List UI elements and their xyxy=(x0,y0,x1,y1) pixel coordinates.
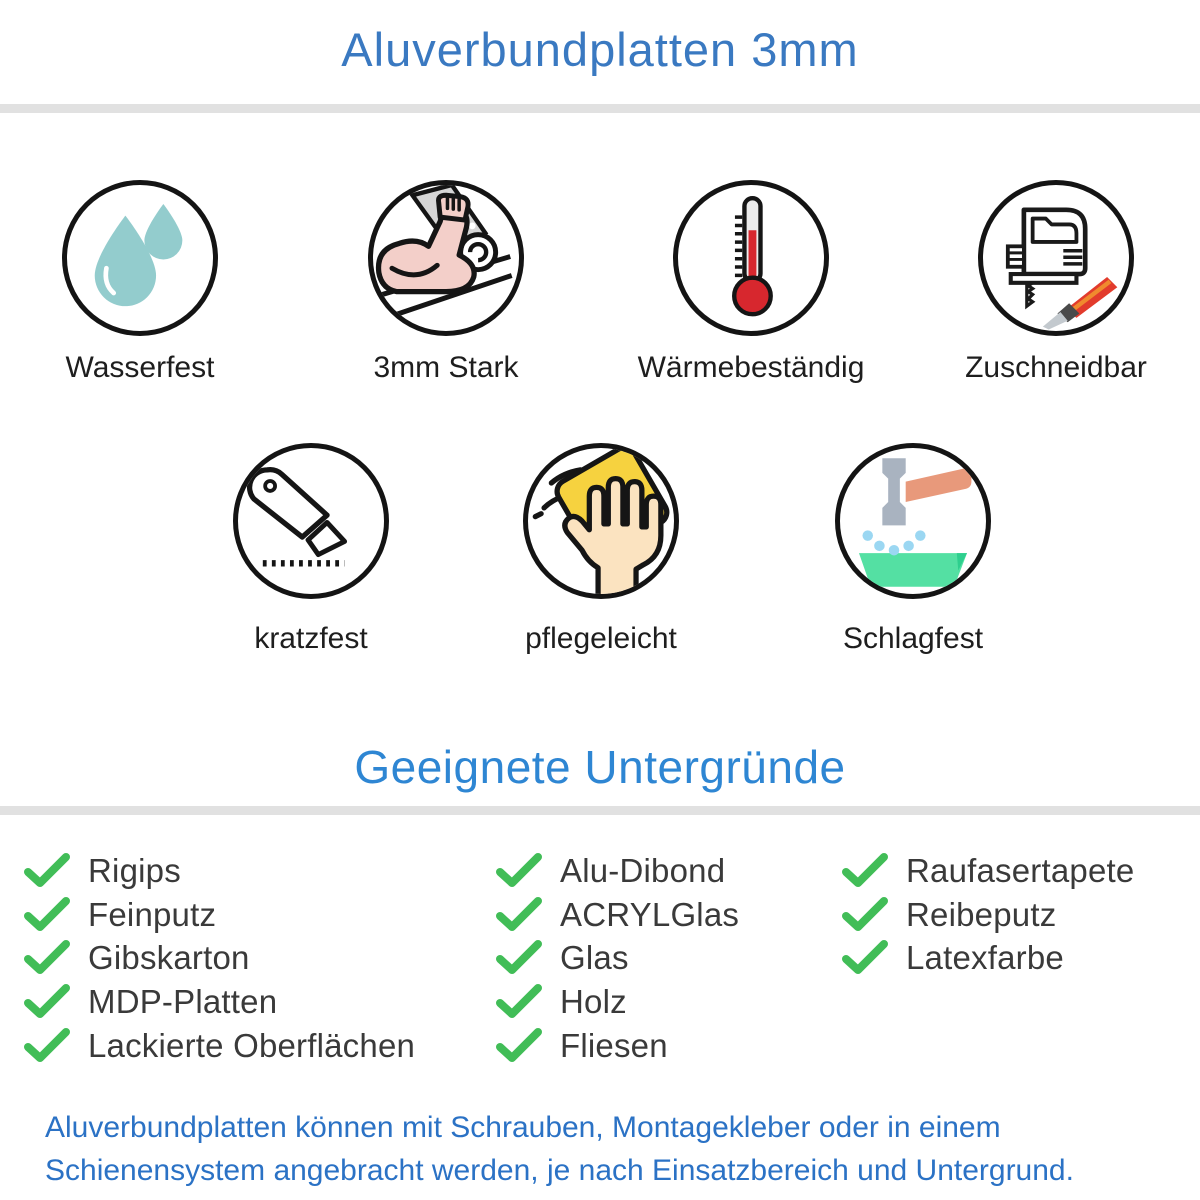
substrate-item xyxy=(842,849,1134,893)
check-icon xyxy=(24,1028,70,1064)
feature-kratzfest xyxy=(151,443,471,656)
substrate-label: Gibskarton xyxy=(88,939,250,977)
feature-label: Wasserfest xyxy=(65,351,215,384)
substrate-label: Alu-Dibond xyxy=(560,851,726,889)
water-drops-icon xyxy=(62,180,218,336)
substrate-item xyxy=(496,849,739,893)
substrate-label: Rigips xyxy=(88,851,181,889)
hammer-impact-icon xyxy=(835,443,991,599)
feature-waermebestaendig xyxy=(591,180,911,385)
substrate-item xyxy=(496,980,739,1024)
section-title: Geeignete Untergründe xyxy=(354,741,846,793)
cleaning-hand-cloth-icon xyxy=(523,443,679,599)
feature-pflegeleicht xyxy=(441,443,761,656)
check-icon xyxy=(24,984,70,1020)
check-icon xyxy=(24,897,70,933)
substrate-item xyxy=(496,893,739,937)
check-icon xyxy=(496,1028,542,1064)
substrate-item xyxy=(24,849,415,893)
substrate-label: Reibeputz xyxy=(906,895,1057,933)
utility-knife-icon xyxy=(233,443,389,599)
substrate-item xyxy=(496,936,739,980)
substrate-column-3 xyxy=(842,849,1134,980)
check-icon xyxy=(496,897,542,933)
feature-3mm-stark xyxy=(286,180,606,385)
substrate-label: Glas xyxy=(560,939,629,977)
check-icon xyxy=(842,940,888,976)
divider xyxy=(0,806,1200,815)
footer-line-1: Aluverbundplatten können mit Schrauben, Montagekleber oder in einem xyxy=(45,1111,1001,1144)
substrate-label: Holz xyxy=(560,982,627,1020)
substrate-label: Raufasertapete xyxy=(906,851,1135,889)
check-icon xyxy=(24,853,70,889)
substrate-item xyxy=(24,893,415,937)
check-icon xyxy=(496,853,542,889)
check-icon xyxy=(842,853,888,889)
footer-line-2: Schienensystem angebracht werden, je nach Einsatzbereich und Untergrund. xyxy=(45,1154,1074,1187)
substrate-label: Lackierte Oberflächen xyxy=(88,1026,416,1064)
thermometer-icon xyxy=(673,180,829,336)
check-icon xyxy=(496,984,542,1020)
feature-label: kratzfest xyxy=(254,622,368,655)
substrate-item xyxy=(842,936,1134,980)
substrate-label: Feinputz xyxy=(88,895,217,933)
feature-schlagfest xyxy=(753,443,1073,656)
substrate-item xyxy=(24,936,415,980)
substrate-label: Latexfarbe xyxy=(906,939,1064,977)
divider xyxy=(0,104,1200,113)
feature-label: Zuschneidbar xyxy=(965,351,1147,384)
muscle-arm-plate-icon xyxy=(368,180,524,336)
substrate-column-1 xyxy=(24,849,415,1067)
footer-note xyxy=(45,1106,1185,1192)
check-icon xyxy=(24,940,70,976)
substrate-label: MDP-Platten xyxy=(88,982,278,1020)
check-icon xyxy=(842,897,888,933)
page-title: Aluverbundplatten 3mm xyxy=(341,23,859,76)
jigsaw-cutter-icon xyxy=(978,180,1134,336)
substrate-column-2 xyxy=(496,849,739,1067)
feature-zuschneidbar xyxy=(896,180,1200,385)
feature-label: 3mm Stark xyxy=(373,351,519,384)
feature-wasserfest xyxy=(0,180,300,385)
substrate-item xyxy=(24,1024,415,1068)
substrate-label: ACRYLGlas xyxy=(560,895,740,933)
substrate-label: Fliesen xyxy=(560,1026,668,1064)
substrate-item xyxy=(24,980,415,1024)
substrate-item xyxy=(842,893,1134,937)
feature-label: Schlagfest xyxy=(842,622,984,655)
feature-label: Wärmebeständig xyxy=(637,351,865,384)
substrate-item xyxy=(496,1024,739,1068)
feature-label: pflegeleicht xyxy=(525,622,677,655)
check-icon xyxy=(496,940,542,976)
